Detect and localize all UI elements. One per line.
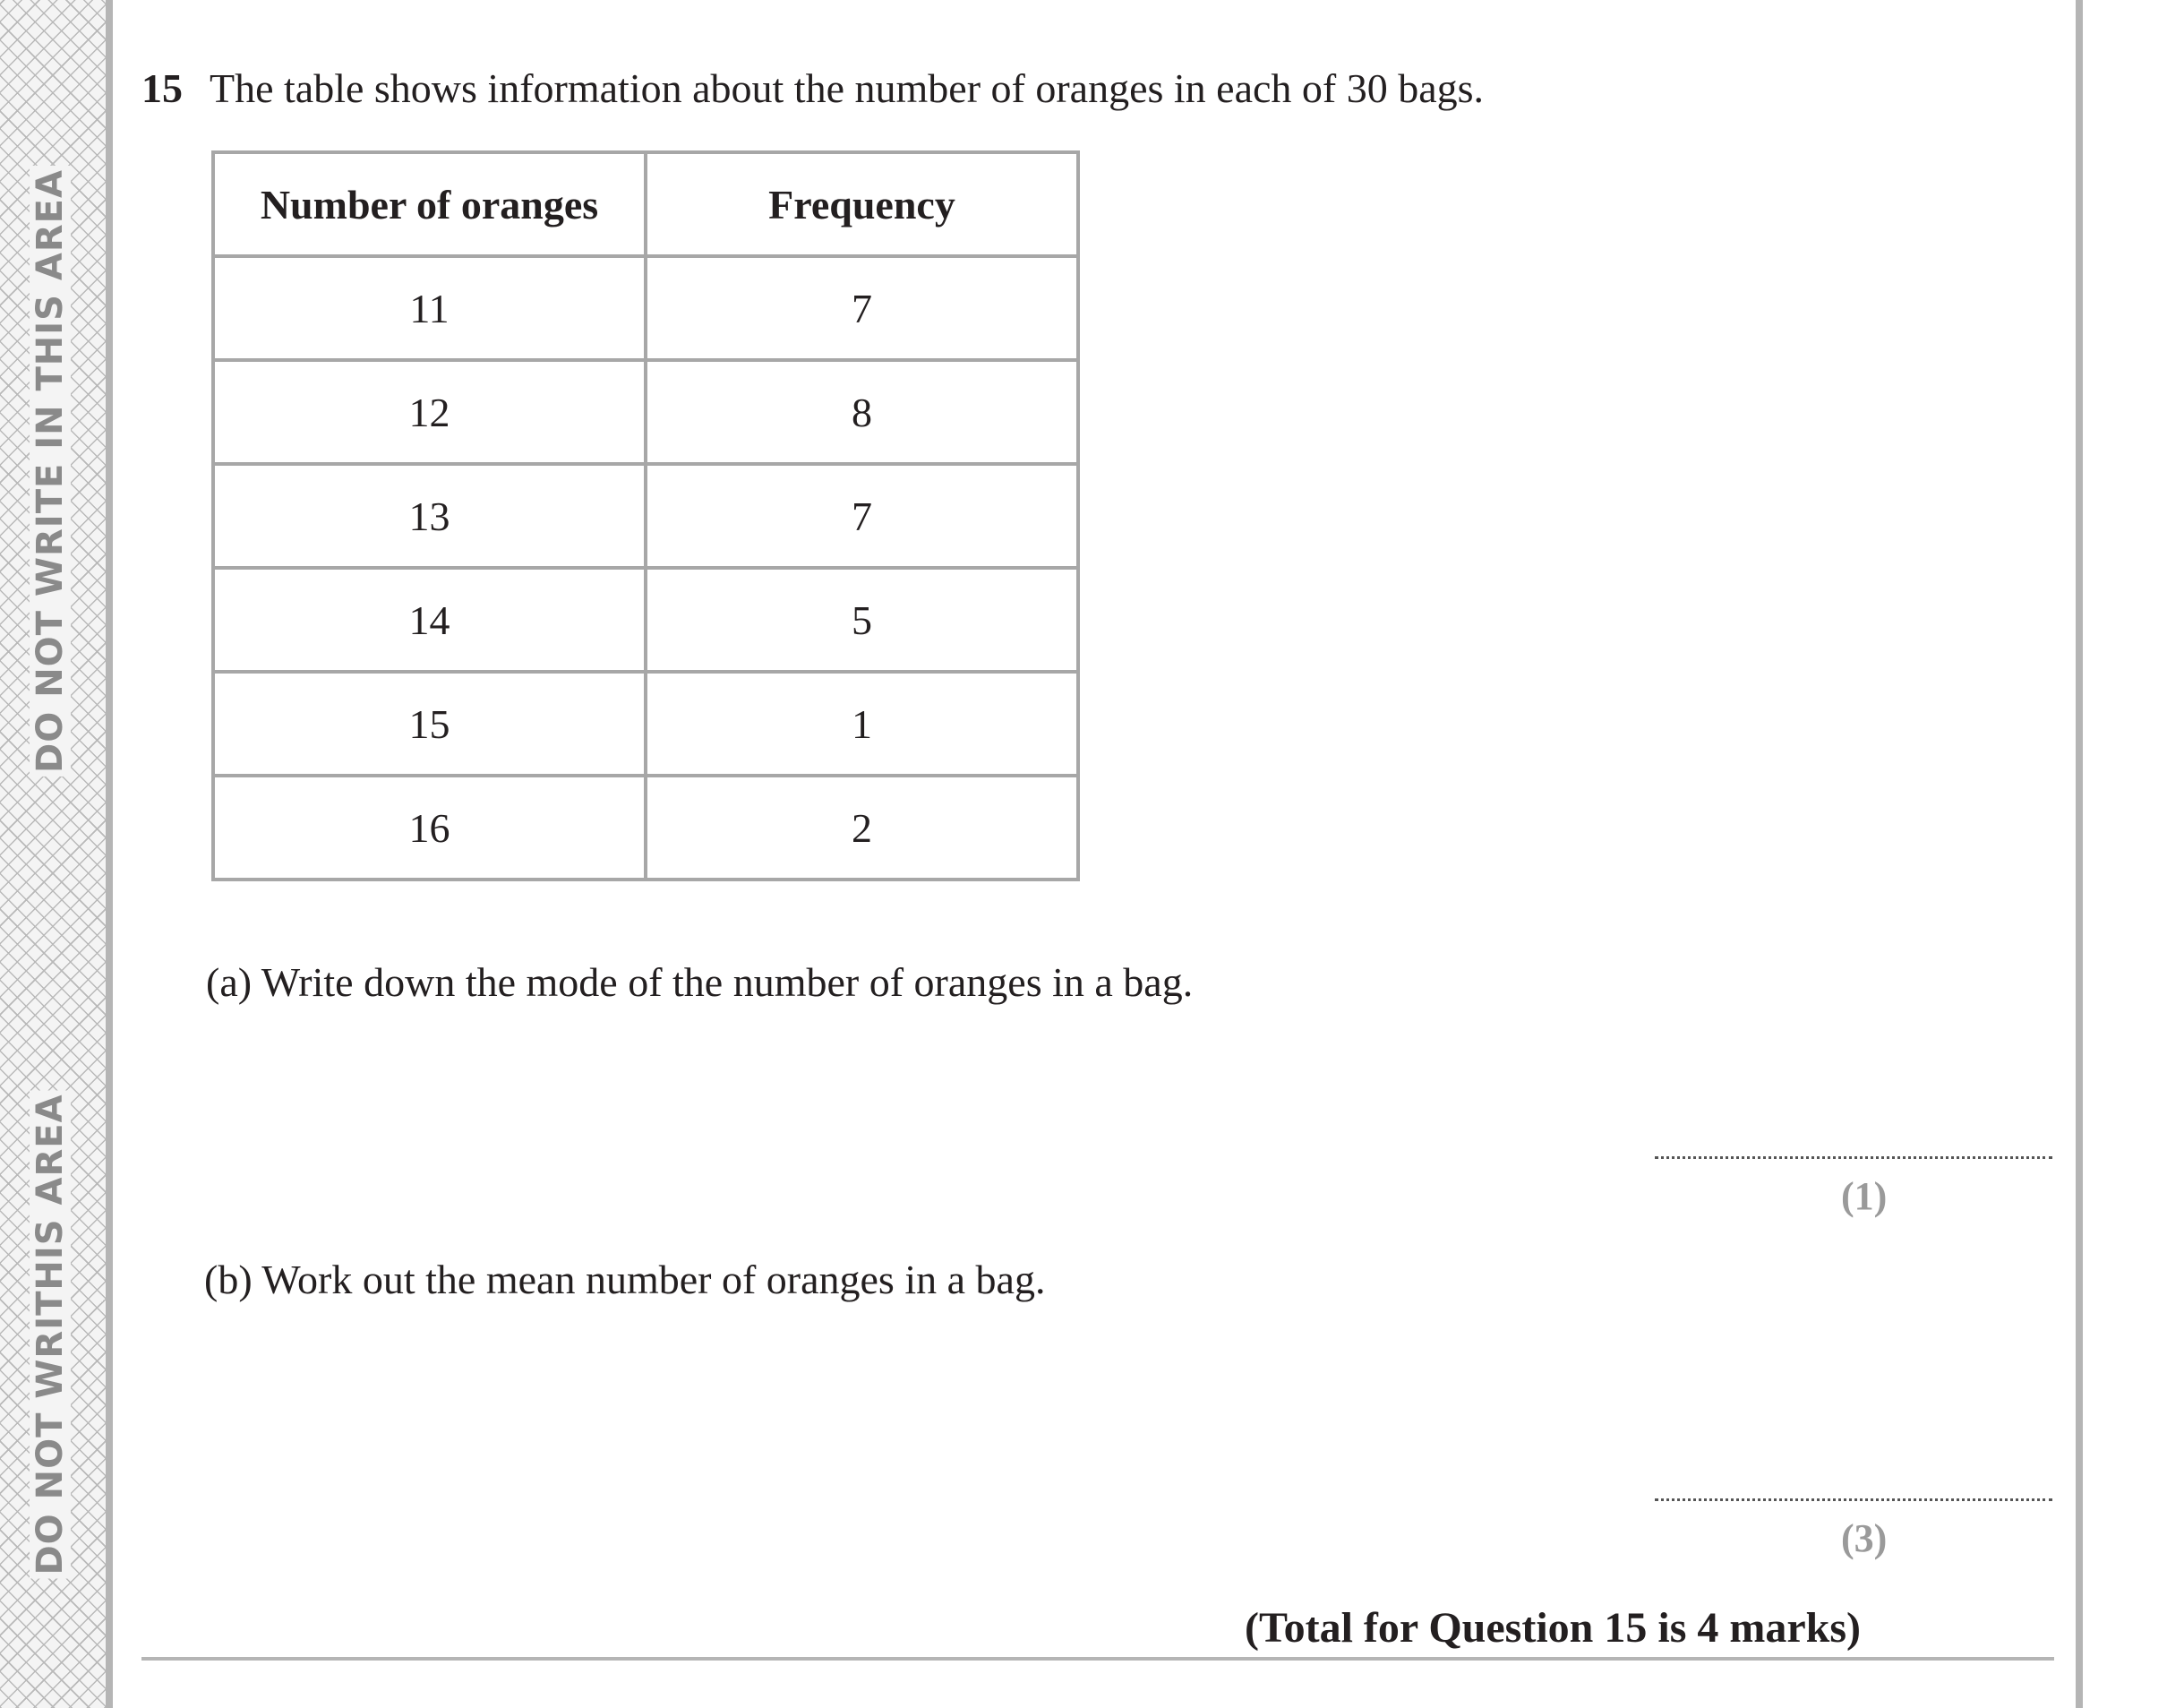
cell-oranges: 11 [213,256,646,360]
margin-border-line [106,0,113,1708]
header-number-of-oranges: Number of oranges [213,152,646,256]
part-b-question: (b) Work out the mean number of oranges in a bag. [204,1257,1046,1302]
cell-frequency: 5 [646,568,1078,672]
part-a-question: (a) Write down the mode of the number of oranges in a bag. [206,959,1194,1005]
total-marks: (Total for Question 15 is 4 marks) [1245,1604,1862,1652]
table-row [213,568,1078,672]
cell-oranges: 16 [213,776,646,880]
cell-oranges: 14 [213,568,646,672]
cell-frequency: 7 [646,256,1078,360]
table-row [213,360,1078,464]
cell-oranges: 15 [213,672,646,776]
question-stem: The table shows information about the number of oranges in each of 30 bags. [210,65,1485,111]
table-row [213,256,1078,360]
right-border-line [2076,0,2083,1708]
cell-frequency: 1 [646,672,1078,776]
cell-frequency: 8 [646,360,1078,464]
part-a-marks: (1) [1841,1174,1888,1218]
table-header-row [213,152,1078,256]
margin-warning-bottom: DO NOT WRITHIS AREA [30,1090,71,1578]
part-a-answer-line[interactable] [1655,1156,2052,1159]
cell-oranges: 13 [213,464,646,568]
part-b-marks: (3) [1841,1516,1888,1560]
question-number: 15 [141,65,183,111]
margin-warning-top: DO NOT WRITE IN THIS AREA [30,166,71,777]
part-b-answer-line[interactable] [1655,1498,2052,1501]
header-frequency: Frequency [646,152,1078,256]
table-row [213,464,1078,568]
frequency-table [211,150,1080,881]
table-row [213,776,1078,880]
cell-frequency: 7 [646,464,1078,568]
cell-oranges: 12 [213,360,646,464]
bottom-divider [141,1657,2054,1661]
cell-frequency: 2 [646,776,1078,880]
table-row [213,672,1078,776]
